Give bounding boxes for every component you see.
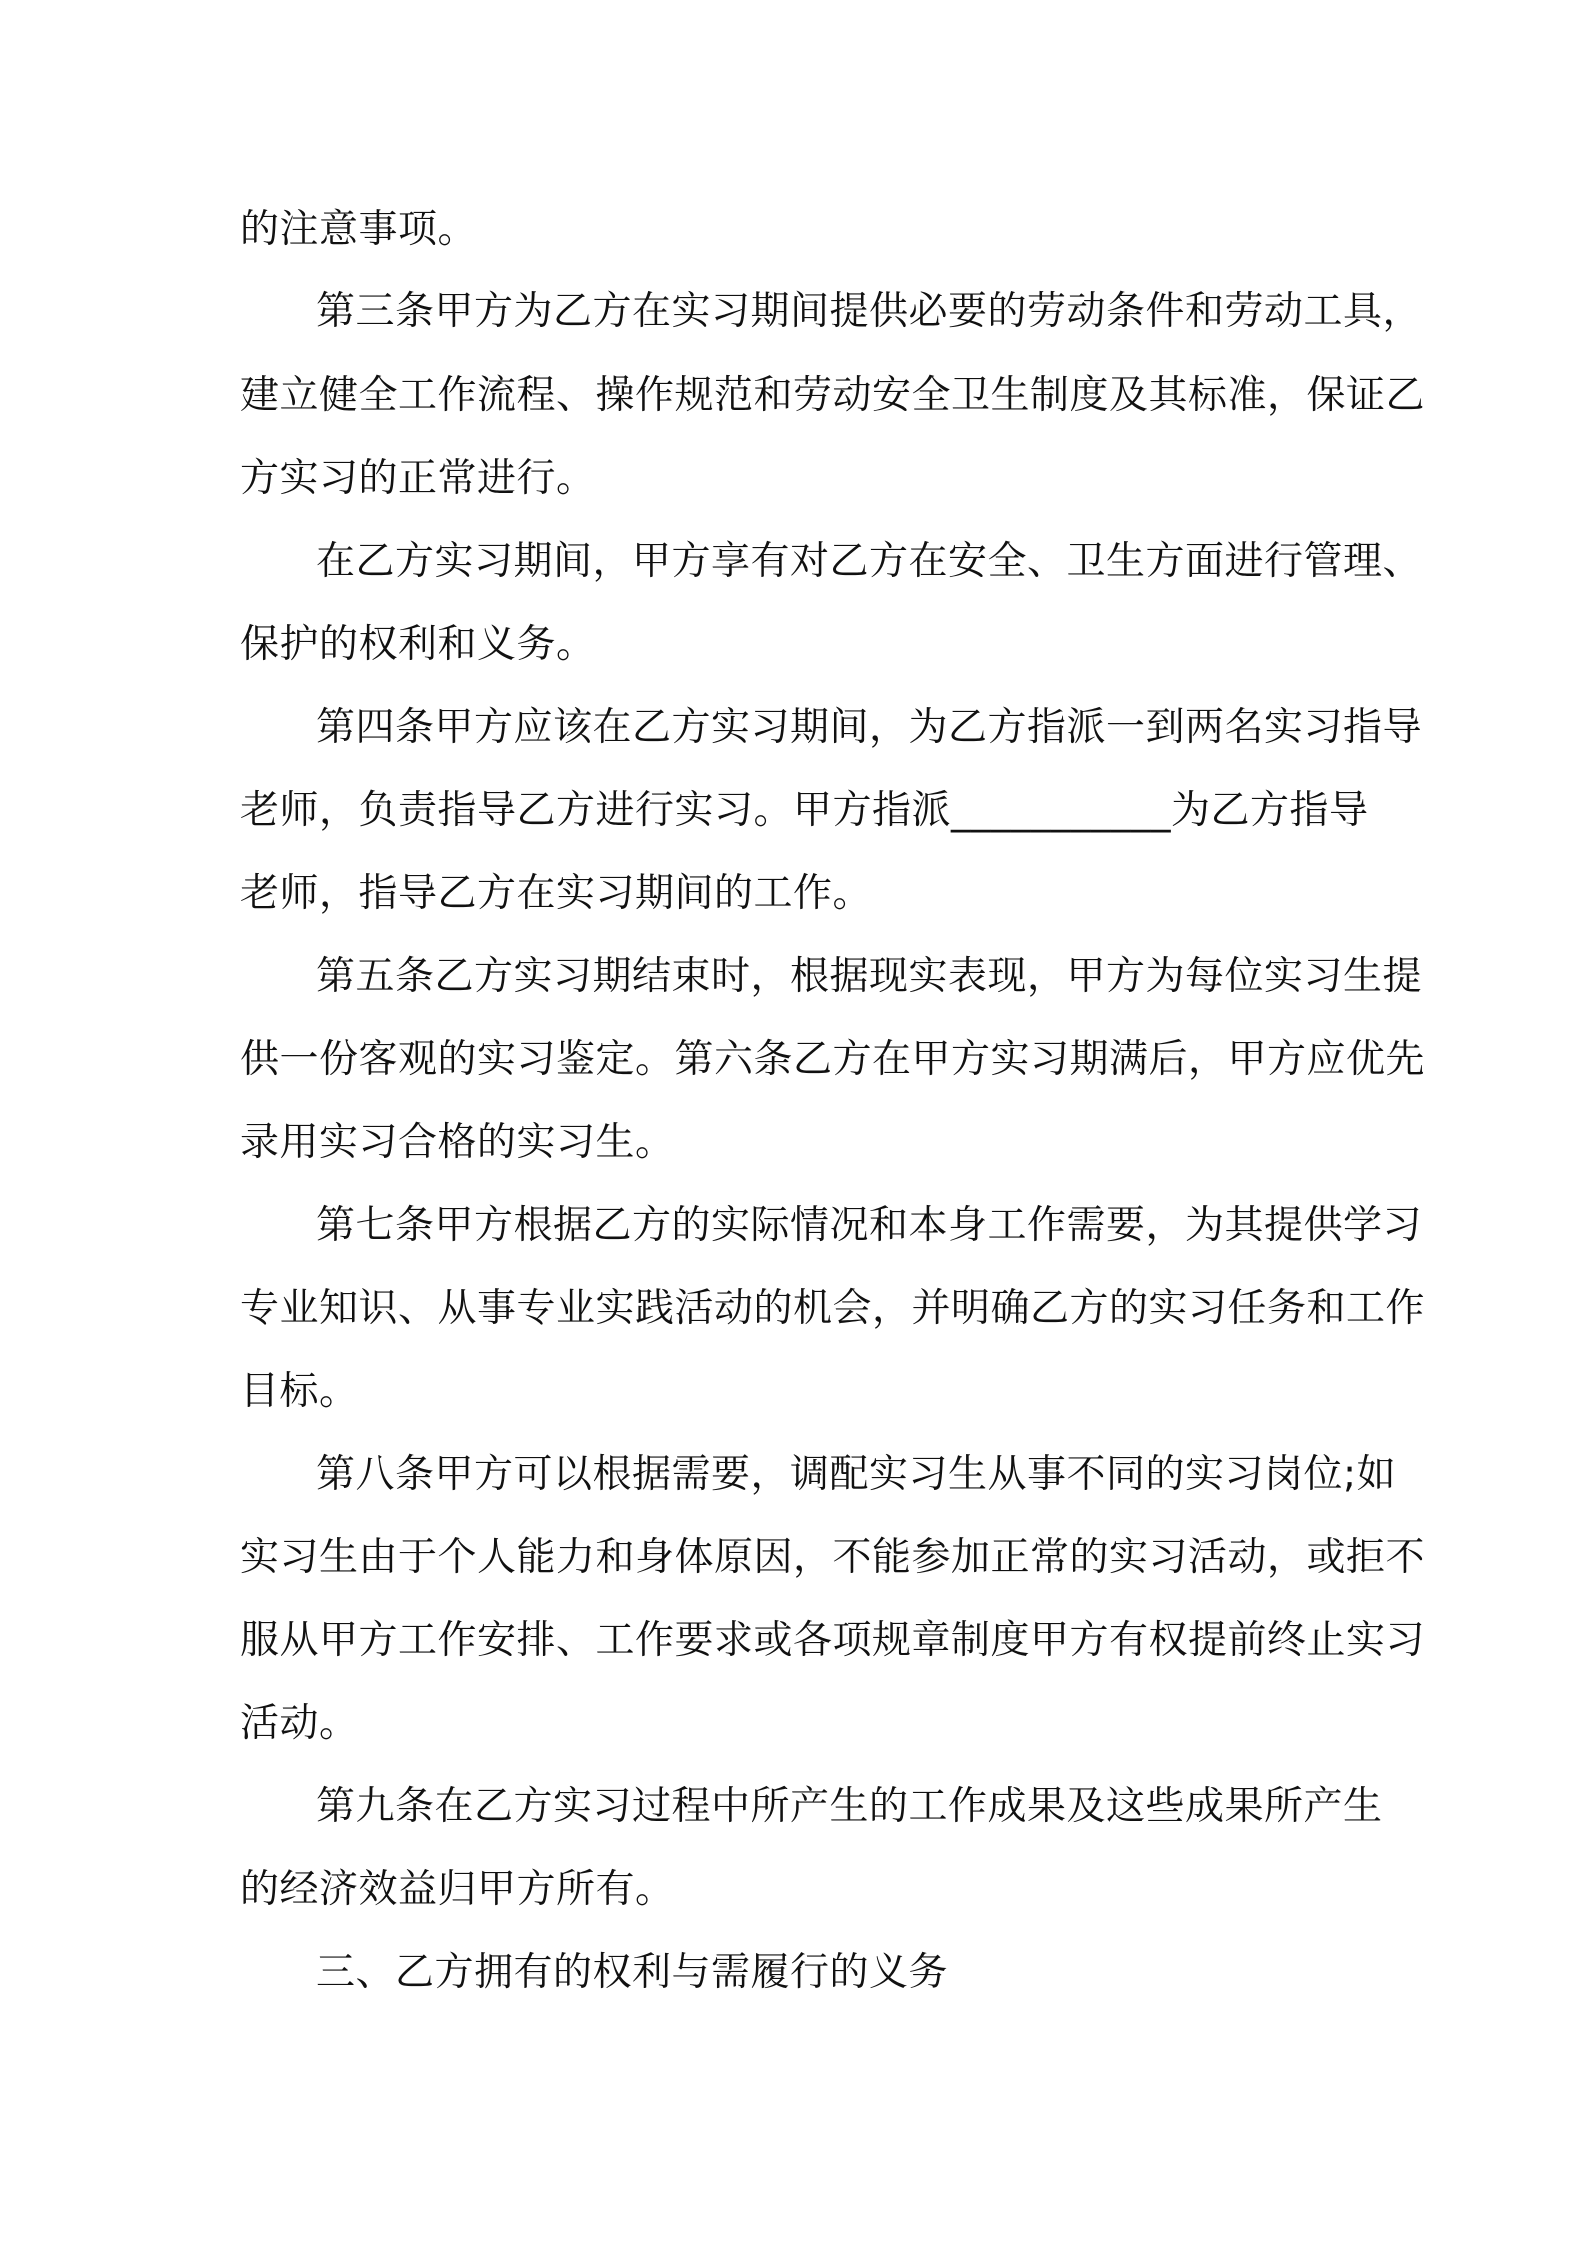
text-line: 的经济效益归甲方所有。 — [240, 1867, 675, 1912]
text-line: 方实习的正常进行。 — [240, 456, 596, 501]
text-line: 供一份客观的实习鉴定。第六条乙方在甲方实习期满后，甲方应优先 — [240, 1037, 1426, 1082]
text-line: 建立健全工作流程、操作规范和劳动安全卫生制度及其标准，保证乙 — [240, 373, 1426, 418]
text-line: 老师，指导乙方在实习期间的工作。 — [240, 871, 873, 916]
text-line: 第四条甲方应该在乙方实习期间，为乙方指派一到两名实习指导 — [316, 705, 1423, 750]
text-line: 专业知识、从事专业实践活动的机会，并明确乙方的实习任务和工作 — [240, 1286, 1426, 1331]
text-line: 目标。 — [240, 1369, 359, 1414]
section-heading: 三、乙方拥有的权利与需履行的义务 — [316, 1950, 949, 1995]
text-line: 实习生由于个人能力和身体原因，不能参加正常的实习活动，或拒不 — [240, 1535, 1426, 1580]
text-line: 第八条甲方可以根据需要，调配实习生从事不同的实习岗位;如 — [316, 1452, 1397, 1497]
text-line: 保护的权利和义务。 — [240, 622, 596, 667]
text-line: 第九条在乙方实习过程中所产生的工作成果及这些成果所产生 — [316, 1784, 1383, 1829]
text-line: 第三条甲方为乙方在实习期间提供必要的劳动条件和劳动工具， — [316, 289, 1423, 334]
text-line: 服从甲方工作安排、工作要求或各项规章制度甲方有权提前终止实习 — [240, 1618, 1426, 1663]
text-line: 在乙方实习期间，甲方享有对乙方在安全、卫生方面进行管理、 — [316, 539, 1423, 584]
text-line: 第七条甲方根据乙方的实际情况和本身工作需要，为其提供学习 — [316, 1203, 1423, 1248]
text-line: 录用实习合格的实习生。 — [240, 1120, 675, 1165]
text-line: 老师，负责指导乙方进行实习。甲方指派___________为乙方指导 — [240, 788, 1369, 833]
text-line: 活动。 — [240, 1701, 359, 1746]
text-line: 第五条乙方实习期结束时，根据现实表现，甲方为每位实习生提 — [316, 954, 1423, 999]
text-line: 的注意事项。 — [240, 207, 478, 252]
